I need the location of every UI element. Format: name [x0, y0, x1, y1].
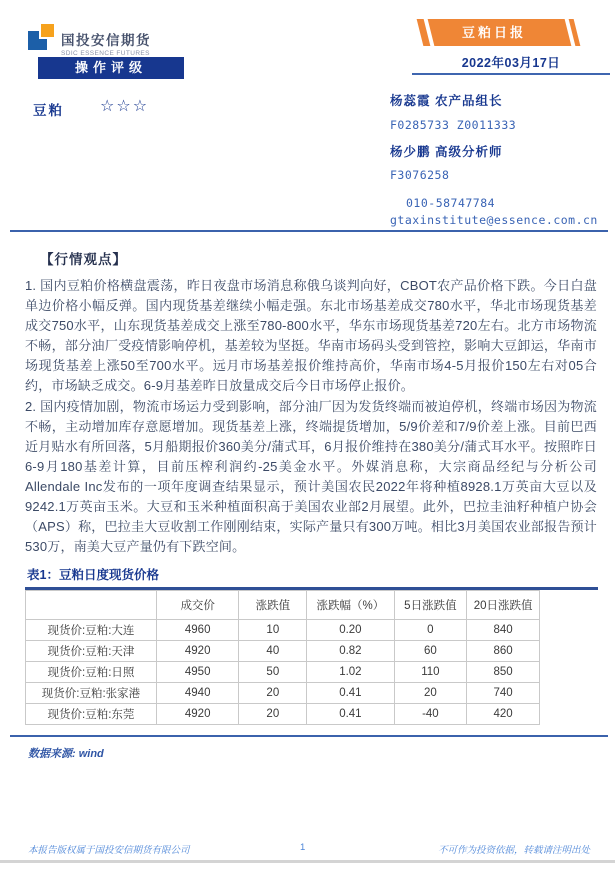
table-header-row — [26, 591, 540, 620]
table-row — [26, 641, 540, 662]
operation-rating-box: 操作评级 — [38, 57, 184, 79]
table-cell: 0 — [394, 620, 467, 641]
report-date: 2022年03月17日 — [461, 56, 561, 70]
header-divider — [10, 230, 608, 232]
market-view-paragraph-1: 1. 国内豆粕价格横盘震荡，昨日夜盘市场消息称俄乌谈判向好，CBOT农产品价格下跌。今日白盘单边价格小幅反弹。国内现货基差继续小幅走强。东北市场基差成交780水平，华北市场现货基差成交750水平，山东现货基差成交上涨至780-800水平，华东市场现货基差720左右。北方市场物流不畅，部分油厂受疫情影响停机，基差较为坚挺。华南市场码头受到管控，影响大豆卸运，华南市场现货基差上涨50至700水平。远月市场基差报价维持高价，华南市场4-5月报价150左右对05合约，市场缺乏成交。6-9月基差昨日放量成交后今日市场停止报价。 — [25, 278, 597, 393]
footer-page-number: 1 — [300, 842, 306, 853]
company-logo-icon — [28, 24, 55, 51]
table-cell: 20 — [394, 683, 467, 704]
market-view-paragraph-2: 2. 国内疫情加剧，物流市场运力受到影响，部分油厂因为发货终端而被迫停机，终端市场因为物流不畅，主动增加库存意愿增加。现货基差上涨，终端提货增加，5/9价差和7/9价差上涨。目前巴西近月贴水有所回落，5月船期报价360美分/蒲式耳，6月报价维持在380美分/蒲式耳水平。按照昨日6-9月180基差计算，目前压榨利润约-25美金水平。外媒消息称，大宗商品经纪与分析公司Allendale Inc发布的一项年度调查结果显示，预计美国农民2022年将种植8928.1万英亩大豆以及9242.1万英亩玉米。大豆和玉米种植面积高于美国农业部2月展望。此外，巴拉圭油籽种植户协会（APS）称，巴拉圭大豆收割工作刚刚结束，实际产量只有300万吨。相比3月美国农业部报告预计530万，南美大豆产量仍有下跌空间。 — [25, 399, 597, 554]
table-cell: 4950 — [156, 662, 238, 683]
table-cell: 1.02 — [307, 662, 394, 683]
rating-stars: ☆☆☆ — [100, 98, 150, 115]
analyst-1-name: 杨蕊霞 农产品组长 — [390, 94, 503, 108]
table-cell: 4920 — [156, 641, 238, 662]
report-title-badge — [420, 19, 568, 46]
report-header — [0, 0, 615, 233]
table-row — [26, 704, 540, 725]
table-row — [26, 683, 540, 704]
analyst-2-ids: F3076258 — [390, 168, 450, 182]
table-cell: 10 — [239, 620, 307, 641]
table-header-change-pct: 涨跌幅（%） — [307, 591, 394, 620]
table-header-20d-change: 20日涨跌值 — [467, 591, 540, 620]
report-title: 豆粕日报 — [461, 25, 526, 40]
table-cell: 0.41 — [307, 704, 394, 725]
table-cell: 840 — [467, 620, 540, 641]
contact-email: gtaxinstitute@essence.com.cn — [390, 213, 598, 227]
table-cell: 现货价:豆粕:大连 — [26, 620, 157, 641]
table-row — [26, 662, 540, 683]
date-underline — [412, 73, 610, 75]
company-logo — [28, 24, 151, 57]
table-cell: 40 — [239, 641, 307, 662]
table-cell: 20 — [239, 683, 307, 704]
page-bottom-border — [0, 860, 615, 863]
table-cell: 0.82 — [307, 641, 394, 662]
table-cell: 现货价:豆粕:日照 — [26, 662, 157, 683]
table-cell: 现货价:豆粕:东莞 — [26, 704, 157, 725]
table-header-change: 涨跌值 — [239, 591, 307, 620]
company-name: 国投安信期货 — [61, 33, 151, 48]
table-cell: 现货价:豆粕:天津 — [26, 641, 157, 662]
table-cell: 60 — [394, 641, 467, 662]
table-cell: 0.41 — [307, 683, 394, 704]
table-cell: 740 — [467, 683, 540, 704]
spot-price-table — [25, 590, 540, 725]
table-cell: 850 — [467, 662, 540, 683]
table-cell: 4960 — [156, 620, 238, 641]
source-divider — [10, 735, 608, 737]
table-header-price: 成交价 — [156, 591, 238, 620]
contact-phone: 010-58747784 — [406, 196, 496, 210]
analyst-2-name: 杨少鹏 高级分析师 — [390, 145, 503, 159]
table-cell: 0.20 — [307, 620, 394, 641]
section-title-market-view: 【行情观点】 — [40, 252, 127, 267]
product-name: 豆粕 — [33, 103, 64, 118]
table-cell: 现货价:豆粕:张家港 — [26, 683, 157, 704]
table-cell: 860 — [467, 641, 540, 662]
table-cell: 20 — [239, 704, 307, 725]
table-cell: 420 — [467, 704, 540, 725]
footer-copyright: 本报告版权属于国投安信期货有限公司 — [28, 845, 190, 856]
table-header-empty — [26, 591, 157, 620]
table-header-5d-change: 5日涨跌值 — [394, 591, 467, 620]
company-name-block — [61, 24, 151, 57]
table-row — [26, 620, 540, 641]
table-cell: 50 — [239, 662, 307, 683]
logo-orange-square — [39, 24, 54, 39]
company-name-en: SDIC ESSENCE FUTURES — [61, 50, 150, 57]
table-cell: -40 — [394, 704, 467, 725]
data-source-note: 数据来源: wind — [28, 748, 104, 760]
table-cell: 110 — [394, 662, 467, 683]
table-cell: 4940 — [156, 683, 238, 704]
table-title: 表1：豆粕日度现货价格 — [27, 568, 159, 582]
analyst-1-ids: F0285733 Z0011333 — [390, 118, 517, 132]
footer-disclaimer: 不可作为投资依据，转载请注明出处 — [437, 845, 590, 856]
table-cell: 4920 — [156, 704, 238, 725]
